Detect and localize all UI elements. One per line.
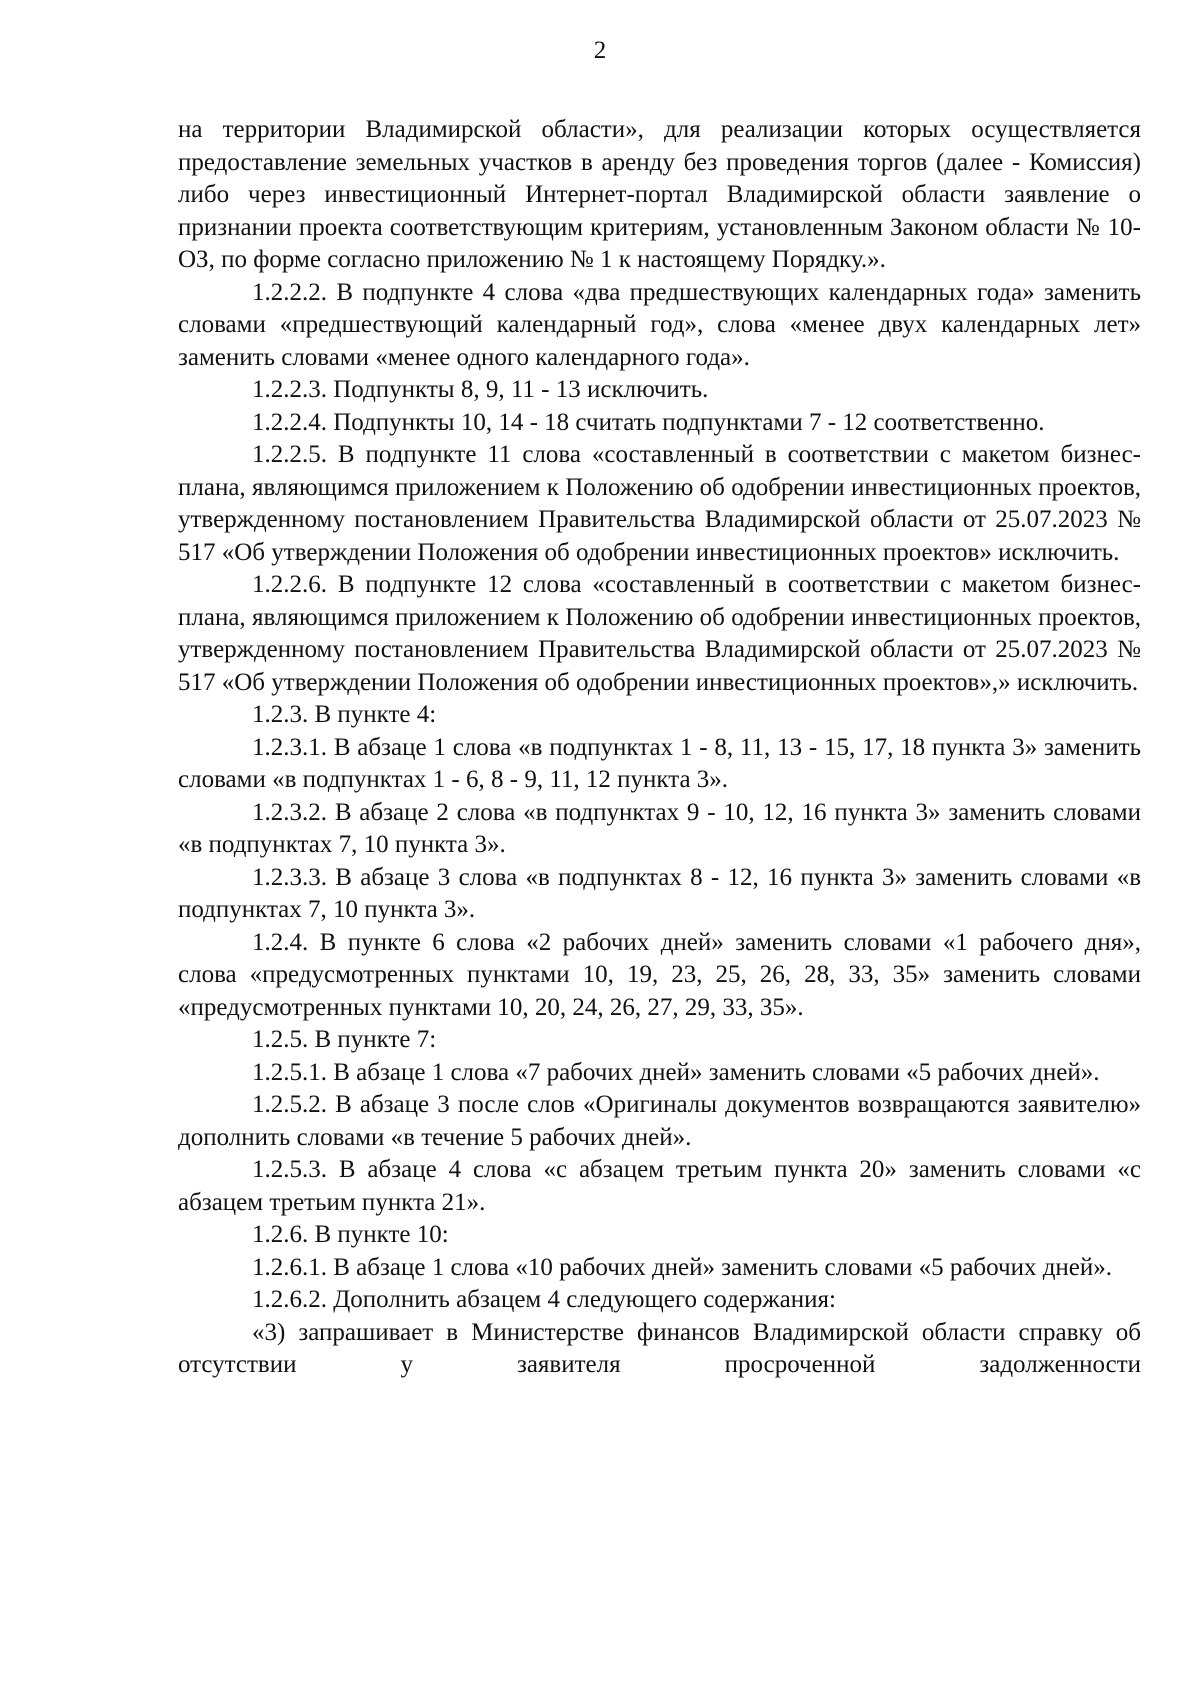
paragraph-1-2-3-3: 1.2.3.3. В абзаце 3 слова «в подпунктах 8 - 12, 16 пункта 3» заменить словами «в подпунктах 7, 10 пункта 3». <box>178 863 1141 923</box>
page-number: 2 <box>593 37 607 64</box>
paragraph-continuation: на территории Владимирской области», для реализации которых осуществляется предоставление земельных участков в аренду без проведения торгов (далее - Комиссия) либо через инвестиционный Интернет-портал Владимирской области заявление о признании проекта соответствующим критериям, установленным Законом области № 10-ОЗ, по форме согласно приложению № 1 к настоящему Порядку.». <box>178 116 1141 273</box>
paragraph-1-2-2-5: 1.2.2.5. В подпункте 11 слова «составленный в соответствии с макетом бизнес-плана, являющимся приложением к Положению об одобрении инвестиционных проектов, утвержденному постановлением Правительства Владимирской области от 25.07.2023 № 517 «Об утверждении Положения об одобрении инвестиционных проектов» исключить. <box>178 441 1141 566</box>
paragraph-1-2-6-2: 1.2.6.2. Дополнить абзацем 4 следующего содержания: <box>252 1286 836 1313</box>
paragraph-1-2-2-3: 1.2.2.3. Подпункты 8, 9, 11 - 13 исключить. <box>252 376 709 403</box>
paragraph-1-2-4: 1.2.4. В пункте 6 слова «2 рабочих дней» заменить словами «1 рабочего дня», слова «предусмотренных пунктами 10, 19, 23, 25, 26, 28, 33, 35» заменить словами «предусмотренных пунктами 10, 20, 24, 26, 27, 29, 33, 35». <box>178 928 1141 1021</box>
paragraph-1-2-3-1: 1.2.3.1. В абзаце 1 слова «в подпунктах 1 - 8, 11, 13 - 15, 17, 18 пункта 3» заменить словами «в подпунктах 1 - 6, 8 - 9, 11, 12 пункта 3». <box>178 733 1141 793</box>
paragraph-1-2-5-1: 1.2.5.1. В абзаце 1 слова «7 рабочих дней» заменить словами «5 рабочих дней». <box>252 1058 1100 1086</box>
paragraph-1-2-6: 1.2.6. В пункте 10: <box>252 1221 449 1248</box>
paragraph-1-2-3: 1.2.3. В пункте 4: <box>252 701 437 728</box>
paragraph-1-2-6-1: 1.2.6.1. В абзаце 1 слова «10 рабочих дней» заменить словами «5 рабочих дней». <box>252 1253 1113 1281</box>
paragraph-1-2-5: 1.2.5. В пункте 7: <box>252 1026 437 1053</box>
paragraph-1-2-2-2: 1.2.2.2. В подпункте 4 слова «два предшествующих календарных года» заменить словами «предшествующий календарный год», слова «менее двух календарных лет» заменить словами «менее одного календарного года». <box>178 278 1141 371</box>
paragraph-quoted-subitem-3: «3) запрашивает в Министерстве финансов Владимирской области справку об отсутствии у заявителя просроченной задолженности <box>178 1318 1141 1378</box>
paragraph-1-2-5-3: 1.2.5.3. В абзаце 4 слова «с абзацем третьим пункта 20» заменить словами «с абзацем третьим пункта 21». <box>178 1156 1141 1216</box>
paragraph-1-2-5-2: 1.2.5.2. В абзаце 3 после слов «Оригиналы документов возвращаются заявителю» дополнить словами «в течение 5 рабочих дней». <box>178 1091 1141 1151</box>
paragraph-1-2-2-6: 1.2.2.6. В подпункте 12 слова «составленный в соответствии с макетом бизнес-плана, являющимся приложением к Положению об одобрении инвестиционных проектов, утвержденному постановлением Правительства Владимирской области от 25.07.2023 № 517 «Об утверждении Положения об одобрении инвестиционных проектов»,» исключить. <box>178 571 1141 696</box>
paragraph-1-2-3-2: 1.2.3.2. В абзаце 2 слова «в подпунктах 9 - 10, 12, 16 пункта 3» заменить словами «в подпунктах 7, 10 пункта 3». <box>178 798 1141 858</box>
paragraph-1-2-2-4: 1.2.2.4. Подпункты 10, 14 - 18 считать подпунктами 7 - 12 соответственно. <box>252 408 1045 436</box>
document-body <box>178 114 1141 1382</box>
